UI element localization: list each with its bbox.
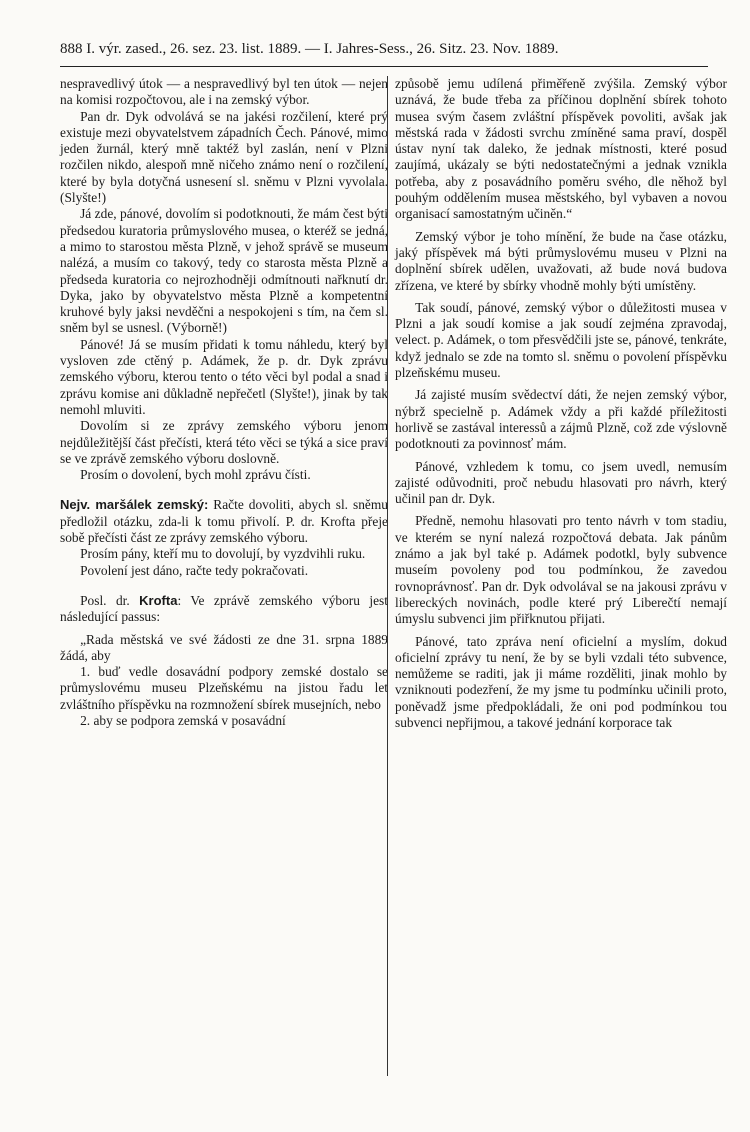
paragraph <box>395 634 727 732</box>
paragraph-text: Tak soudí, pánové, zemský výbor o důležitosti musea v Plzni a jak soudí komise a jak soudí zejména zpravodaj, velect. p. Adámek, o tom přesvědčili jste se, pánové, tenkráte, když jednalo se zde na tomto sl. sněmu o povolení příspěvku plzeňskému museu. <box>395 299 727 381</box>
paragraph-text: Já zajisté musím svědectví dáti, že nejen zemský výbor, nýbrž specielně p. Adámek vždy a při každé příležitosti horlivě se zastával interessů a zájmů Plzně, což zde výslovně podotknouti za povinnosť mám. <box>395 387 727 452</box>
paragraph-text: Pánové, tato zpráva není oficielní a myslím, dokud oficielní zprávy tu není, že by se byli vzdali této subvence, nemůžeme se raditi, jak ji máme rozděliti, jinak mohlo by vzniknouti podezření, že my jsme tu podmínku učinili proto, poněvadž jsme předpokládali, že oni pod podmínkou tou subvenci nepřijmou, a takové jednání korporace tak <box>395 633 727 730</box>
paragraph <box>60 109 388 207</box>
paragraph <box>60 206 388 336</box>
paragraph <box>60 467 388 483</box>
paragraph <box>60 664 388 713</box>
right-column <box>395 76 727 731</box>
paragraph <box>60 593 388 626</box>
speaker-name: Nejv. maršálek zemský: <box>60 497 209 513</box>
paragraph <box>60 632 388 665</box>
paragraph-text: Pánové, vzhledem k tomu, co jsem uvedl, nemusím zajisté odůvodniti, proč nebudu hlasovati pro návrh, který učinil pan dr. Dyk. <box>395 458 727 507</box>
paragraph <box>60 497 388 546</box>
paragraph-text: Pánové! Já se musím přidati k tomu náhledu, který byl vysloven zde ctěný p. Adámek, že p. dr. Dyk zprávu zemského výboru, kterou tento o této věci byl podal a snad i zprávu komise ani důkladně nepřečetl (Slyšte!), jinak by tak nemohl mluviti. <box>60 336 388 417</box>
paragraph <box>395 229 727 294</box>
column-divider <box>387 76 388 1076</box>
header-rule <box>60 66 708 67</box>
paragraph <box>60 563 388 579</box>
paragraph-text: Pan dr. Dyk odvolává se na jakési rozčilení, které prý existuje mezi obyvatelstvem západních Čech. Pánové, mimo jeden žurnál, který mně taktéž byl zaslán, není v Plzni rozčilen nikdo, alespoň mně ničeho známo není o rozčilení, které by byla dotyčná usnesení sl. sněmu v Plzni vyvolala. (Slyšte!) <box>60 108 388 206</box>
paragraph <box>60 76 388 109</box>
paragraph-text: Prosím pány, kteří mu to dovolují, by vyzdvihli ruku. <box>80 546 366 562</box>
paragraph <box>395 76 727 223</box>
paragraph <box>60 713 388 729</box>
speaker-prefix: Posl. dr. <box>80 592 140 608</box>
paragraph-text: 2. aby se podpora zemská v posavádní <box>80 712 286 728</box>
paragraph-text: nespravedlivý útok — a nespravedlivý byl ten útok — nejen na komisi rozpočtovou, ale i na zemský výbor. <box>60 76 388 108</box>
paragraph-text: Prosím o dovolení, bych mohl zprávu čísti. <box>80 467 311 483</box>
paragraph-text: Předně, nemohu hlasovati pro tento návrh v tom stadiu, ve kterém se nyní nalezá rozpočtová debata. Jak pánům známo a jak byl také p. Adámek podotkl, byly subvence museím povoleny pod tou podmínkou, že zavedou rovnoprávnosť. Pan dr. Dyk odvolával se na jakousi zprávu v libereckých novinách, podle které prý Liberečtí nemají úmyslu subvenci jim přiřknutou přijati. <box>395 513 727 627</box>
paragraph <box>60 546 388 562</box>
paragraph-text: Račte dovoliti, abych sl. sněmu předložil otázku, zda-li k tomu přivolí. P. dr. Krofta přeje sobě přečísti část ze zprávy zemského výboru. <box>60 497 388 546</box>
paragraph-text: Já zde, pánové, dovolím si podotknouti, že mám čest býti předsedou kuratoria průmyslového musea, o kteréž se jedná, a mimo to starostou města Plzně, v jehož správě se museum nalézá, a musím co takový, tedy co starosta města Plzně a předseda kuratoria co nejrozhodněji odmítnouti nařknutí dr. Dyka, jako by obyvatelstvo města Plzně a kompetentní kruhové byly jaksi nevděčni a nespokojeni s tím, na čem sl. sněm byl se usnesl. (Výborně!) <box>60 206 388 336</box>
paragraph-text: Dovolím si ze zprávy zemského výboru jenom nejdůležitější část přečísti, která této věci se týká a sice praví se ve zprávě zemského výboru doslovně. <box>60 418 388 466</box>
running-header: 888 I. výr. zased., 26. sez. 23. list. 1889. — I. Jahres-Sess., 26. Sitz. 23. Nov. 1889. <box>60 41 559 57</box>
paragraph-text: : Ve zprávě zemského výboru jest následující passus: <box>60 592 388 625</box>
left-column <box>60 76 388 729</box>
paragraph <box>395 513 727 627</box>
paragraph <box>395 459 727 508</box>
paragraph <box>60 418 388 467</box>
paragraph <box>395 387 727 452</box>
paragraph <box>60 337 388 418</box>
speaker-name: Krofta <box>139 592 178 608</box>
paragraph-text: „Rada městská ve své žádosti ze dne 31. srpna 1889 žádá, aby <box>60 631 388 663</box>
paragraph-text: Povolení jest dáno, račte tedy pokračovati. <box>80 562 309 578</box>
paragraph-text: 1. buď vedle dosavádní podpory zemské dostalo se průmyslovému museu Plzeňskému na jistou řadu let zvláštního příspěvku na rozmnožení sbírek musejních, nebo <box>60 664 388 712</box>
paragraph-text: Zemský výbor je toho mínění, že bude na čase otázku, jaký příspěvek má býti průmyslovému museu v Plzni na doplnění sbírek udělen, uvažovati, až bude nová budova zřízena, ve které by sbírky vhodně mohly býti umístěny. <box>395 228 727 293</box>
paragraph-text: způsobě jemu udílená přiměřeně zvýšila. Zemský výbor uznává, že bude třeba za příčinou doplnění sbírek tohoto musea svým časem zvláštní příspěvek povoliti, avšak jak městská rada v žádosti svrchu zmíněné sama praví, dospěl ústav nyní tak daleko, že jednak místnosti, které posud zaujímá, ukázaly se býti nedostatečnými a jednak vznikla potřeba, aby z posavádního poměru svého, dle něhož byl pouhým oddělením musea městského, byl vybaven a novou organisací samostatným učiněn.“ <box>395 76 727 222</box>
paragraph <box>395 300 727 381</box>
